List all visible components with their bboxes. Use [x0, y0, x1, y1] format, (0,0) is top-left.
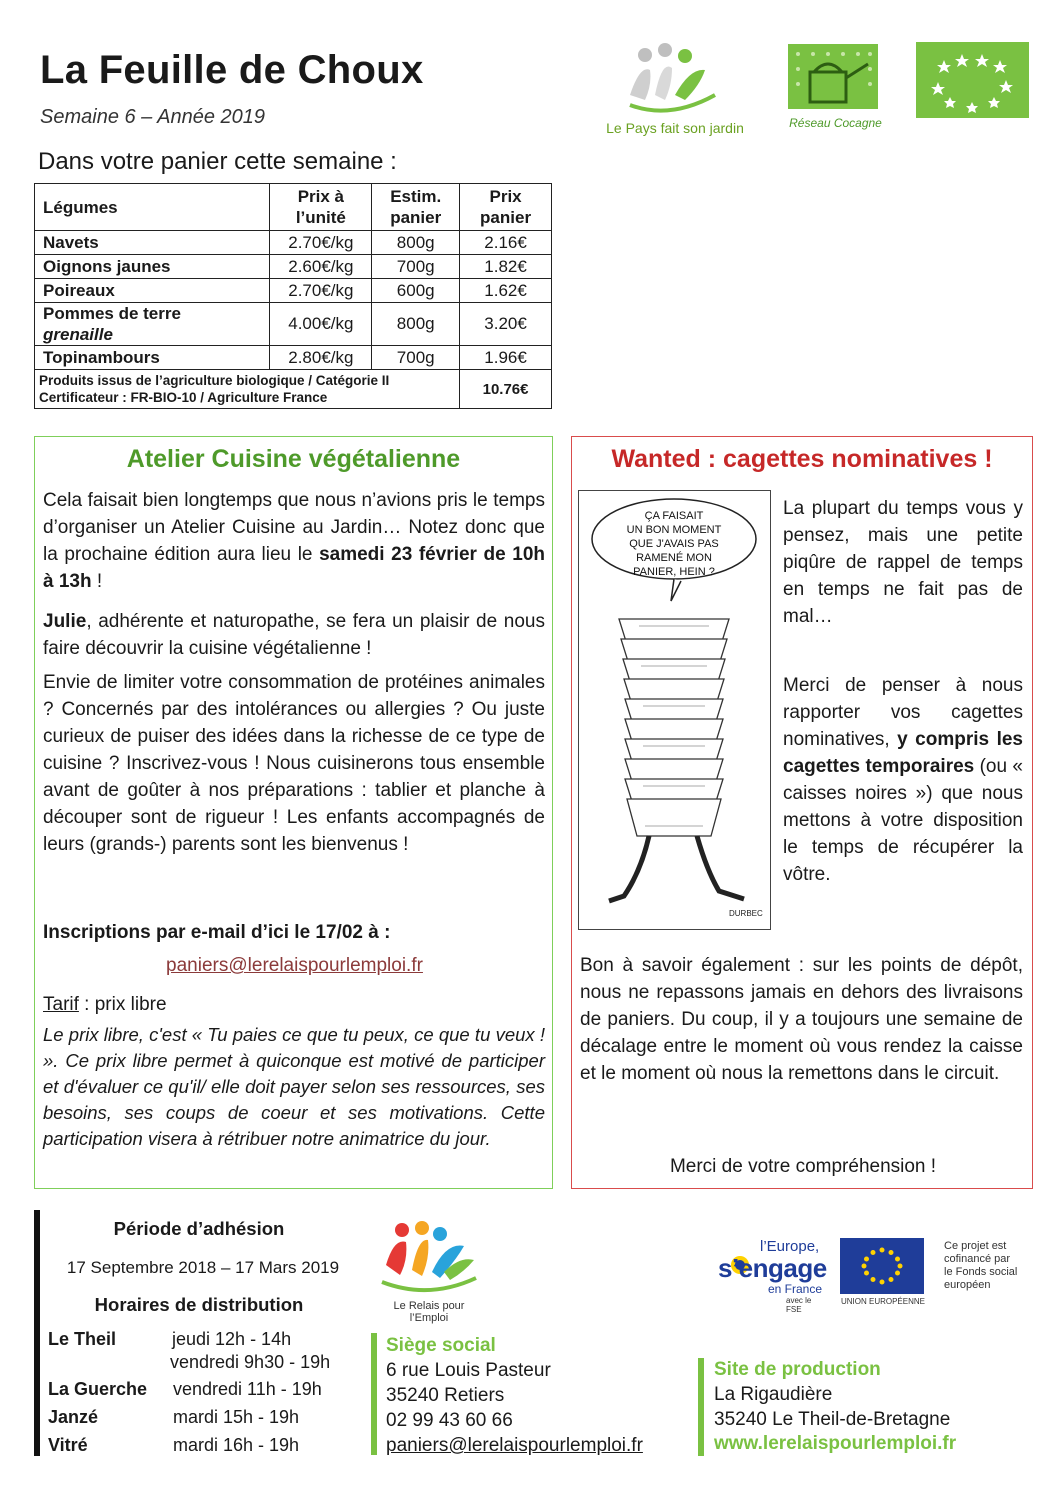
schedule-time: vendredi 9h30 - 19h — [170, 1352, 331, 1372]
siege-phone: 02 99 43 60 66 — [386, 1410, 513, 1431]
col-header-legumes: Légumes — [35, 184, 270, 231]
cell-name: Oignons jaunes — [35, 255, 270, 279]
watering-can-icon — [788, 44, 878, 109]
cagettes-cartoon — [578, 490, 771, 930]
europe-engage-top: l’Europe, — [760, 1238, 820, 1255]
wanted-p2-text: Merci de penser à nous rapporter vos cagettes nominatives, — [783, 675, 1023, 750]
cell-unit: 2.80€/kg — [270, 346, 372, 370]
cell-name-main: Pommes de terre — [43, 304, 181, 323]
cell-unit: 4.00€/kg — [270, 303, 372, 346]
pays-jardin-caption: Le Pays fait son jardin — [606, 120, 744, 136]
atelier-date: samedi 23 février de 10h à 13h — [43, 544, 545, 592]
atelier-tarif-explanation: Le prix libre, c'est « Tu paies ce que tu peux, ce que tu veux ! ». Ce prix libre permet à quiconque est motivé de participer et d'évaluer ce qu'il/ elle doit payer selon ses ressources, ses besoins, ses coups de coeur et ses motivations. Cette participation visera à rétribuer notre animatrice du jour. — [43, 1024, 545, 1149]
cell-price: 3.20€ — [460, 303, 552, 346]
schedule-time: jeudi 12h - 14h — [172, 1329, 292, 1349]
table-header-row — [35, 184, 552, 231]
tarif-label: Tarif — [43, 994, 79, 1015]
atelier-paragraph-3: Envie de limiter votre consommation de protéines animales ? Concernés par des intolérances ou allergies ? Ou juste curieux de puiser des idées dans la richesse de ce type de cuisine ? Inscrivez-vous ! Nous cuisinerons tous ensemble avant de goûter à nos préparations : tablier et planche à découper sont de rigueur ! Les enfants accompagnés de leurs (grands-) parents sont les bienvenus ! — [43, 672, 545, 855]
production-line: 35240 Le Theil-de-Bretagne — [714, 1409, 951, 1430]
production-line: La Rigaudière — [714, 1384, 833, 1405]
schedule-place: Vitré — [48, 1435, 88, 1455]
atelier-box — [34, 436, 553, 1189]
cell-unit: 2.70€/kg — [270, 279, 372, 303]
cell-estim: 700g — [372, 255, 460, 279]
schedule-place: Le Theil — [48, 1329, 117, 1349]
atelier-p1-end: ! — [91, 571, 103, 592]
panier-heading: Dans votre panier cette semaine : — [38, 148, 397, 175]
eu-note-line: européen — [944, 1279, 991, 1291]
atelier-tarif — [43, 991, 545, 1018]
wanted-thanks: Merci de votre compréhension ! — [669, 1156, 937, 1177]
relais-caption: Le Relais pour l’Emploi — [393, 1300, 465, 1324]
footer-note-line1: Produits issus de l’agriculture biologique / Catégorie II — [39, 373, 390, 388]
siege-line: 6 rue Louis Pasteur — [386, 1360, 551, 1381]
atelier-paragraph-2 — [43, 608, 545, 662]
cell-price: 1.82€ — [460, 255, 552, 279]
pays-jardin-logo-icon — [590, 40, 760, 120]
atelier-paragraph-1 — [43, 487, 545, 595]
eu-note-line: le Fonds social — [944, 1266, 1018, 1278]
adhesion-title: Période d’adhésion — [113, 1218, 285, 1239]
table-row — [35, 303, 552, 346]
relais-people-icon — [374, 1220, 484, 1298]
table-footer-row — [35, 370, 552, 409]
tarif-value: : prix libre — [78, 994, 167, 1015]
schedule-time: mardi 15h - 19h — [173, 1407, 300, 1427]
atelier-inscriptions: Inscriptions par e-mail d’ici le 17/02 à : — [43, 922, 391, 943]
eu-organic-logo — [916, 42, 1029, 118]
siege-email-link[interactable]: paniers@lerelaispourlemploi.fr — [386, 1435, 643, 1456]
cell-price: 1.62€ — [460, 279, 552, 303]
reseau-cocagne-logo — [788, 44, 883, 134]
atelier-p2-text: , adhérente et naturopathe, se fera un plaisir de nous faire découvrir la cuisine végétalienne ! — [43, 611, 545, 659]
schedule-time: mardi 16h - 19h — [173, 1435, 300, 1455]
production-bar — [698, 1358, 704, 1456]
cell-unit: 2.60€/kg — [270, 255, 372, 279]
europe-engage-fse: avec le FSE — [786, 1296, 812, 1314]
bubble-line-3: QUE J'AVAIS PAS — [629, 538, 719, 550]
cell-name: Poireaux — [35, 279, 270, 303]
atelier-julie: Julie — [43, 611, 87, 632]
cell-price: 2.16€ — [460, 231, 552, 255]
wanted-p2-bold: y compris les cagettes temporaires — [783, 729, 1023, 777]
cell-estim: 800g — [372, 303, 460, 346]
schedule-time: vendredi 11h - 19h — [173, 1379, 322, 1399]
cartoon-stacked-baskets-icon — [579, 491, 770, 929]
col-header-prix-panier: Prix panier — [460, 184, 552, 231]
cartoon-signature: DURBEC — [729, 909, 763, 918]
siege-line: 35240 Retiers — [386, 1385, 505, 1406]
table-footer-note — [35, 370, 460, 409]
adhesion-dates: 17 Septembre 2018 – 17 Mars 2019 — [66, 1258, 340, 1277]
wanted-paragraph-3: Bon à savoir également : sur les points de dépôt, nous ne repassons jamais en dehors des livraisons de paniers. Du coup, il y a toujours une semaine de décalage entre le moment où vous rendez la caisse et le moment où nous la remettons dans le circuit. — [580, 955, 1023, 1084]
eu-union-caption: UNION EUROPÉENNE — [840, 1297, 925, 1306]
wanted-title: Wanted : cagettes nominatives ! — [611, 445, 993, 473]
relais-logo — [374, 1220, 484, 1324]
table-row — [35, 279, 552, 303]
atelier-p1-text: Cela faisait bien longtemps que nous n’avions pris le temps d’organiser un Atelier Cuisine au Jardin… Notez donc que la prochaine édition aura lieu le — [43, 490, 545, 565]
wanted-paragraph-2 — [783, 672, 1023, 888]
bubble-line-5: PANIER, HEIN ? — [633, 566, 715, 578]
pays-jardin-logo — [590, 40, 760, 140]
footer-left-bar — [34, 1210, 40, 1456]
schedule-place: La Guerche — [48, 1379, 148, 1399]
table-row — [35, 231, 552, 255]
col-header-estim: Estim. panier — [372, 184, 460, 231]
reseau-cocagne-caption: Réseau Cocagne — [789, 116, 882, 130]
bubble-line-1: ÇA FAISAIT — [644, 510, 704, 522]
eu-note-line: cofinancé par — [944, 1253, 1011, 1265]
wanted-paragraph-1: La plupart du temps vous y pensez, mais une petite piqûre de rappel de temps en temps ne fait pas de mal… — [783, 498, 1023, 627]
schedule-place: Janzé — [48, 1407, 99, 1427]
eu-flag-logo — [840, 1238, 928, 1308]
page-subtitle: Semaine 6 – Année 2019 — [40, 106, 265, 128]
siege-bar — [371, 1333, 377, 1455]
eu-flag-icon — [840, 1238, 924, 1294]
siege-title: Siège social — [386, 1335, 496, 1356]
production-title: Site de production — [714, 1359, 881, 1380]
cell-name-extra: grenaille — [43, 325, 113, 344]
eu-cofinance-note — [944, 1240, 1017, 1292]
eu-note-line: Ce projet est — [944, 1240, 1007, 1252]
europe-engage-main: s’engage — [718, 1253, 827, 1283]
cell-estim: 800g — [372, 231, 460, 255]
cell-name: Navets — [35, 231, 270, 255]
website-link[interactable]: www.lerelaispourlemploi.fr — [714, 1433, 957, 1454]
panier-table — [34, 183, 552, 409]
table-total: 10.76€ — [460, 370, 552, 409]
atelier-title: Atelier Cuisine végétalienne — [126, 445, 461, 473]
cell-name — [35, 303, 270, 346]
cell-estim: 700g — [372, 346, 460, 370]
page-title: La Feuille de Choux — [40, 48, 424, 92]
cell-estim: 600g — [372, 279, 460, 303]
cell-price: 1.96€ — [460, 346, 552, 370]
bubble-line-4: RAMENÉ MON — [636, 552, 712, 564]
eu-organic-leaf-icon — [916, 42, 1029, 118]
wanted-p2-end: (ou « caisses noires ») que nous mettons à votre disposition le temps de récupérer la vôtre. — [783, 756, 1023, 885]
table-row — [35, 346, 552, 370]
cell-name: Topinambours — [35, 346, 270, 370]
table-row — [35, 255, 552, 279]
horaires-title: Horaires de distribution — [94, 1294, 304, 1315]
atelier-email-link[interactable]: paniers@lerelaispourlemploi.fr — [166, 955, 423, 976]
europe-engage-sub: en France — [768, 1282, 823, 1296]
footer-note-line2: Certificateur : FR-BIO-10 / Agriculture France — [39, 390, 328, 405]
bubble-line-2: UN BON MOMENT — [626, 524, 722, 536]
col-header-prix-unite: Prix à l’unité — [270, 184, 372, 231]
europe-engage-logo — [716, 1238, 827, 1314]
cell-unit: 2.70€/kg — [270, 231, 372, 255]
